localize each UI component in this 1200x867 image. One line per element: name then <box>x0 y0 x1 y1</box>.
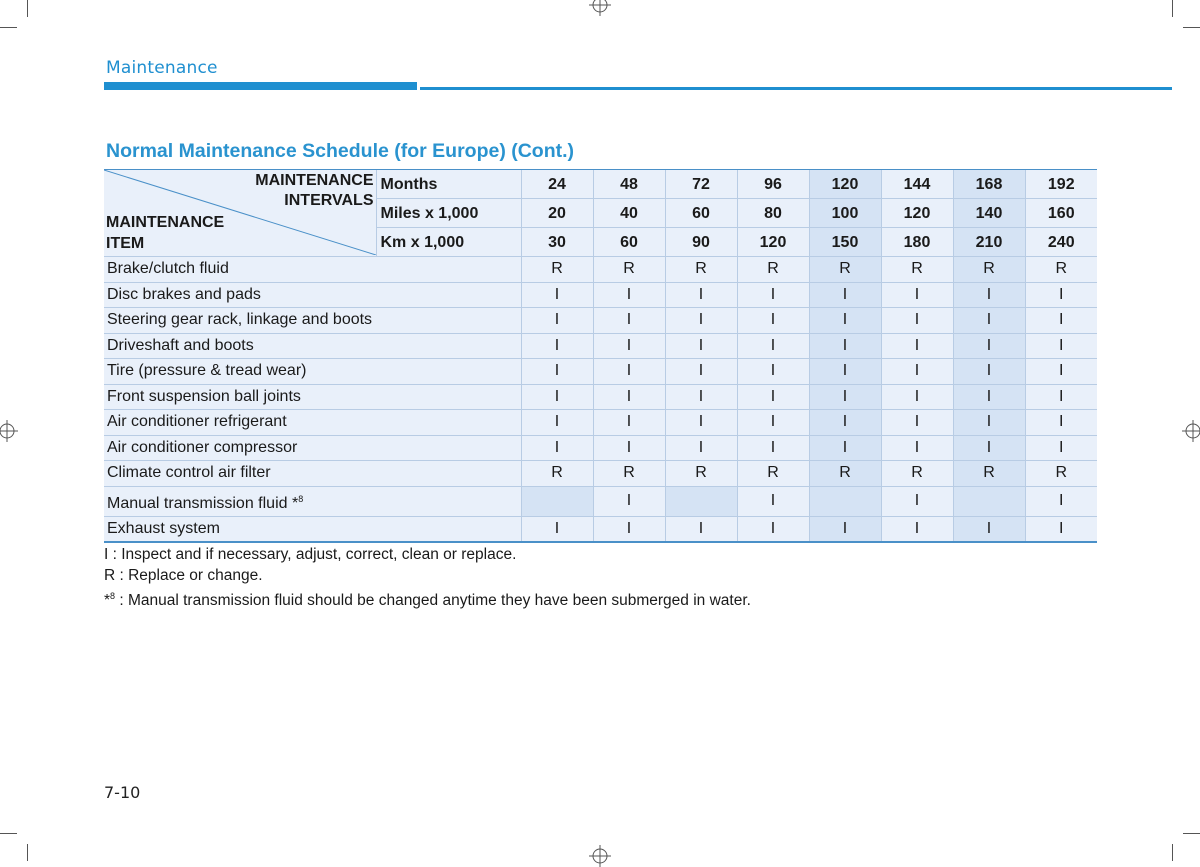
maintenance-item: Tire (pressure & tread wear) <box>104 359 521 385</box>
schedule-cell: I <box>737 282 809 308</box>
schedule-cell: I <box>665 410 737 436</box>
interval-value: 240 <box>1025 228 1097 257</box>
interval-value: 60 <box>593 228 665 257</box>
schedule-cell: I <box>593 384 665 410</box>
schedule-cell: I <box>809 359 881 385</box>
table-row <box>104 384 1097 410</box>
schedule-cell: I <box>737 333 809 359</box>
crop-mark <box>27 844 28 861</box>
schedule-cell: R <box>809 461 881 487</box>
maintenance-item: Driveshaft and boots <box>104 333 521 359</box>
schedule-cell: R <box>809 257 881 283</box>
schedule-cell: I <box>665 435 737 461</box>
crop-mark <box>1172 0 1173 17</box>
schedule-cell: I <box>881 308 953 334</box>
interval-unit: Km x 1,000 <box>376 228 521 257</box>
schedule-cell: I <box>953 410 1025 436</box>
schedule-cell <box>809 486 881 516</box>
schedule-cell: I <box>1025 410 1097 436</box>
schedule-cell: I <box>737 435 809 461</box>
table-row <box>104 308 1097 334</box>
schedule-cell: I <box>809 435 881 461</box>
schedule-cell: I <box>665 516 737 542</box>
maintenance-item: Steering gear rack, linkage and boots <box>104 308 521 334</box>
schedule-cell: I <box>737 516 809 542</box>
page-number: 7-10 <box>104 783 141 802</box>
crop-mark <box>0 27 17 28</box>
schedule-cell: I <box>881 486 953 516</box>
schedule-cell: I <box>881 282 953 308</box>
schedule-cell: I <box>953 435 1025 461</box>
interval-value: 120 <box>737 228 809 257</box>
interval-value: 20 <box>521 199 593 228</box>
schedule-cell: I <box>521 282 593 308</box>
schedule-cell: I <box>809 410 881 436</box>
interval-value: 24 <box>521 170 593 199</box>
crop-mark <box>1183 27 1200 28</box>
registration-mark-icon <box>1182 420 1200 442</box>
registration-mark-icon <box>589 845 611 867</box>
schedule-cell: I <box>1025 384 1097 410</box>
section-title: Maintenance <box>106 58 218 78</box>
schedule-cell: I <box>1025 516 1097 542</box>
table-row <box>104 257 1097 283</box>
schedule-cell: R <box>593 461 665 487</box>
schedule-cell: I <box>1025 333 1097 359</box>
schedule-cell: R <box>737 257 809 283</box>
interval-row-months <box>104 170 1097 199</box>
maintenance-item: Air conditioner refrigerant <box>104 410 521 436</box>
maintenance-schedule-table <box>104 169 1097 543</box>
schedule-cell: I <box>521 384 593 410</box>
schedule-cell: I <box>809 384 881 410</box>
interval-value: 150 <box>809 228 881 257</box>
table-row <box>104 359 1097 385</box>
schedule-cell: I <box>881 410 953 436</box>
schedule-cell: R <box>1025 257 1097 283</box>
maintenance-item: Front suspension ball joints <box>104 384 521 410</box>
legend-inspect: I : Inspect and if necessary, adjust, correct, clean or replace. <box>104 546 517 563</box>
interval-value: 60 <box>665 199 737 228</box>
schedule-cell: I <box>737 410 809 436</box>
schedule-cell: R <box>881 257 953 283</box>
legend-footnote: *$^8$ : Manual transmission fluid should be changed anytime they have been submerged in water. <box>104 591 751 609</box>
maintenance-item: Climate control air filter <box>104 461 521 487</box>
schedule-cell: R <box>665 257 737 283</box>
schedule-cell: I <box>665 308 737 334</box>
schedule-cell: R <box>593 257 665 283</box>
interval-value: 160 <box>1025 199 1097 228</box>
schedule-cell: I <box>521 435 593 461</box>
schedule-cell: I <box>881 333 953 359</box>
interval-value: 40 <box>593 199 665 228</box>
schedule-cell: I <box>593 435 665 461</box>
schedule-cell: I <box>1025 486 1097 516</box>
table-row <box>104 461 1097 487</box>
table-row <box>104 282 1097 308</box>
schedule-cell: I <box>665 359 737 385</box>
legend <box>104 544 751 611</box>
schedule-cell: I <box>809 516 881 542</box>
table-row <box>104 333 1097 359</box>
crop-mark <box>27 0 28 17</box>
interval-value: 210 <box>953 228 1025 257</box>
interval-value: 96 <box>737 170 809 199</box>
schedule-cell: I <box>593 410 665 436</box>
table-row <box>104 486 1097 516</box>
crop-mark <box>0 833 17 834</box>
schedule-cell: I <box>593 359 665 385</box>
schedule-cell: I <box>809 308 881 334</box>
schedule-cell: I <box>593 282 665 308</box>
schedule-cell: R <box>953 461 1025 487</box>
interval-value: 100 <box>809 199 881 228</box>
crop-mark <box>1172 844 1173 861</box>
schedule-cell: I <box>953 333 1025 359</box>
interval-value: 90 <box>665 228 737 257</box>
schedule-cell: R <box>953 257 1025 283</box>
interval-value: 48 <box>593 170 665 199</box>
schedule-cell: I <box>665 282 737 308</box>
interval-value: 192 <box>1025 170 1097 199</box>
schedule-cell: I <box>1025 359 1097 385</box>
schedule-cell: I <box>881 384 953 410</box>
interval-value: 72 <box>665 170 737 199</box>
schedule-cell: I <box>737 359 809 385</box>
interval-value: 168 <box>953 170 1025 199</box>
schedule-cell: I <box>737 384 809 410</box>
registration-mark-icon <box>589 0 611 16</box>
maintenance-item: Air conditioner compressor <box>104 435 521 461</box>
schedule-cell: R <box>665 461 737 487</box>
table-row <box>104 435 1097 461</box>
interval-value: 140 <box>953 199 1025 228</box>
schedule-cell: R <box>881 461 953 487</box>
schedule-cell: I <box>665 384 737 410</box>
corner-intervals-label: MAINTENANCE INTERVALS <box>255 172 374 209</box>
maintenance-item: Brake/clutch fluid <box>104 257 521 283</box>
schedule-cell: R <box>521 257 593 283</box>
interval-value: 180 <box>881 228 953 257</box>
schedule-cell <box>953 486 1025 516</box>
schedule-cell: I <box>881 435 953 461</box>
schedule-cell: I <box>881 359 953 385</box>
schedule-cell: I <box>809 333 881 359</box>
schedule-cell: I <box>521 333 593 359</box>
schedule-cell: I <box>953 282 1025 308</box>
schedule-cell: R <box>737 461 809 487</box>
page-title: Normal Maintenance Schedule (for Europe) (Cont.) <box>106 140 575 162</box>
interval-unit: Miles x 1,000 <box>376 199 521 228</box>
registration-mark-icon <box>0 420 18 442</box>
schedule-cell <box>521 486 593 516</box>
schedule-cell: I <box>1025 308 1097 334</box>
schedule-cell: I <box>521 410 593 436</box>
schedule-cell: I <box>665 333 737 359</box>
schedule-cell: I <box>737 486 809 516</box>
schedule-cell: I <box>593 333 665 359</box>
header-rule <box>420 87 1172 90</box>
schedule-cell: R <box>1025 461 1097 487</box>
interval-value: 30 <box>521 228 593 257</box>
table-row <box>104 516 1097 542</box>
schedule-cell: I <box>1025 435 1097 461</box>
schedule-cell: I <box>521 308 593 334</box>
interval-unit: Months <box>376 170 521 199</box>
schedule-cell: I <box>809 282 881 308</box>
table-corner-header <box>104 170 376 257</box>
interval-value: 120 <box>881 199 953 228</box>
schedule-cell: I <box>953 359 1025 385</box>
interval-value: 144 <box>881 170 953 199</box>
interval-value: 120 <box>809 170 881 199</box>
table-row <box>104 410 1097 436</box>
schedule-cell: I <box>953 308 1025 334</box>
schedule-cell: I <box>593 486 665 516</box>
schedule-cell: I <box>953 516 1025 542</box>
corner-item-label: MAINTENANCE ITEM <box>106 214 225 252</box>
schedule-cell: R <box>521 461 593 487</box>
legend-replace: R : Replace or change. <box>104 567 263 584</box>
schedule-cell: I <box>953 384 1025 410</box>
header-bar <box>104 82 417 90</box>
schedule-cell: I <box>737 308 809 334</box>
maintenance-item: Disc brakes and pads <box>104 282 521 308</box>
schedule-cell: I <box>881 516 953 542</box>
crop-mark <box>1183 833 1200 834</box>
schedule-cell: I <box>593 516 665 542</box>
schedule-cell: I <box>593 308 665 334</box>
maintenance-item: Exhaust system <box>104 516 521 542</box>
schedule-cell: I <box>1025 282 1097 308</box>
interval-value: 80 <box>737 199 809 228</box>
maintenance-item: Manual transmission fluid *$^8$ <box>104 486 521 516</box>
schedule-cell <box>665 486 737 516</box>
schedule-cell: I <box>521 516 593 542</box>
schedule-cell: I <box>521 359 593 385</box>
